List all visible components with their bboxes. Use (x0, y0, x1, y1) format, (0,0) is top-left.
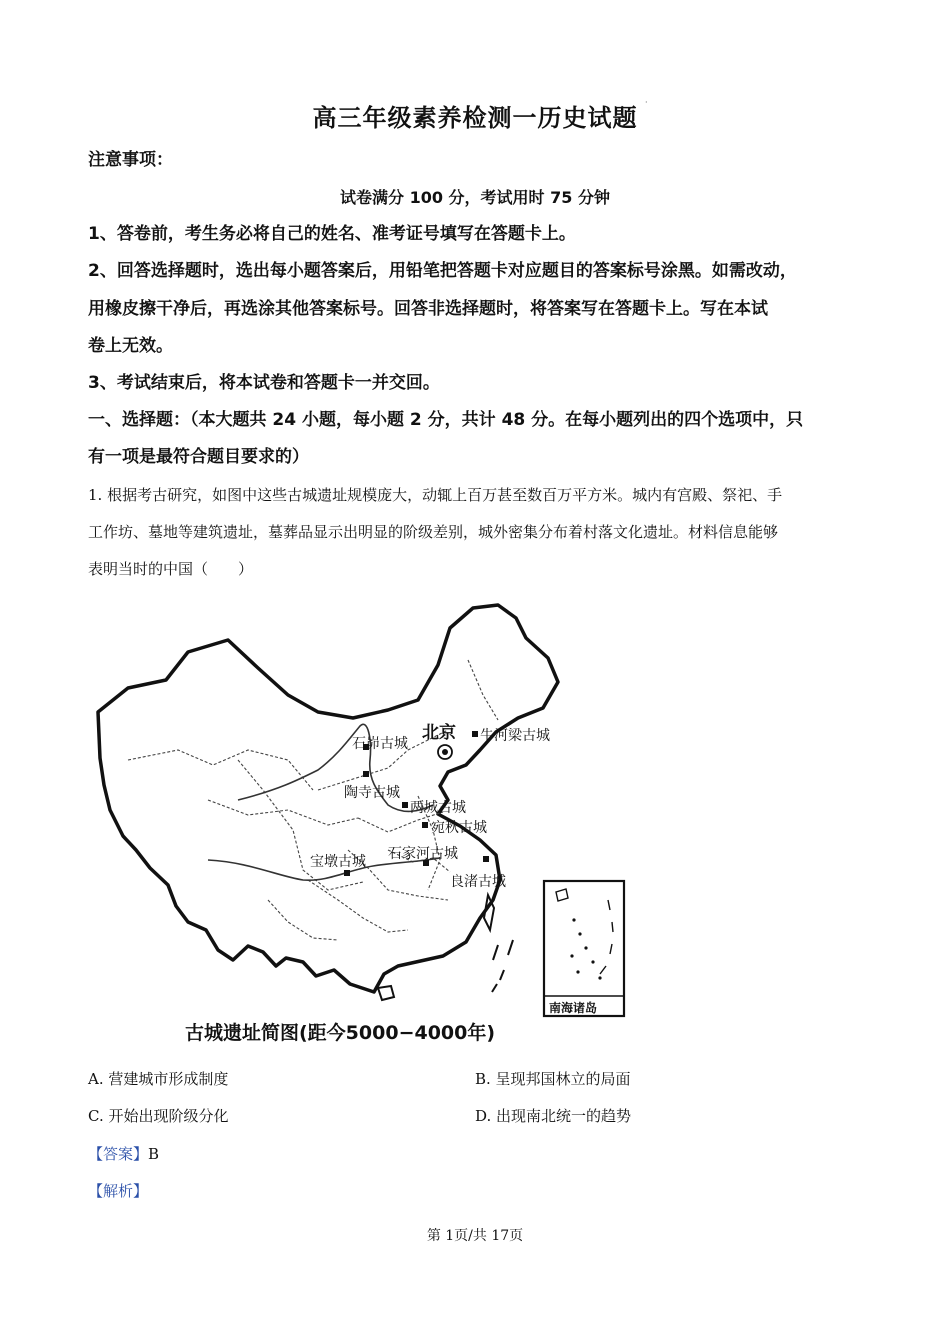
option-c[interactable]: C. 开始出现阶级分化 (88, 1107, 229, 1125)
beijing-dot (442, 749, 448, 755)
map-caption: 古城遗址简图(距今5000−4000年) (185, 1022, 496, 1044)
city-label-5: 宛秋古城 (431, 820, 487, 836)
notice-heading: 注意事项： (88, 150, 173, 170)
sea-boundary (492, 940, 513, 992)
exam-info: 试卷满分 100 分，考试用时 75 分钟 (340, 188, 610, 207)
question-1-line-1: 1. 根据考古研究，如图中这些古城遗址规模庞大，动辄上百万甚至数百万平方米。城内有宫殿、祭祀、手 (88, 486, 783, 504)
city-label-3: 陶寺古城 (344, 785, 400, 801)
option-b[interactable]: B. 呈现邦国林立的局面 (475, 1070, 631, 1088)
notice-item-2-line-2: 用橡皮擦干净后，再选涂其他答案标号。回答非选择题时，将答案写在答题卡上。写在本试 (88, 299, 768, 319)
city-label-2: 牛河梁古城 (480, 728, 550, 744)
city-label-8: 良渚古城 (450, 874, 506, 890)
answer-row (88, 1143, 159, 1164)
section-heading-line-2: 有一项是最符合题目要求的） (88, 447, 309, 467)
page-title: 高三年级素养检测一历史试题 (312, 104, 638, 132)
option-a[interactable]: A. 营建城市形成制度 (88, 1070, 229, 1088)
question-1-line-2: 工作坊、墓地等建筑遗址，墓葬品显示出明显的阶级差别，城外密集分布着村落文化遗址。材料信息能够 (88, 523, 779, 541)
beijing-label: 北京 (422, 723, 456, 743)
option-d[interactable]: D. 出现南北统一的趋势 (475, 1107, 632, 1125)
inset-label: 南海诸岛 (549, 1001, 598, 1015)
notice-item-1: 1、答卷前，考生务必将自己的姓名、准考证号填写在答题卡上。 (88, 224, 576, 244)
answer-label: 【答案】 (88, 1145, 149, 1163)
city-label-7: 石家河古城 (388, 846, 458, 862)
section-heading-line-1: 一、选择题：（本大题共 24 小题，每小题 2 分，共计 48 分。在每小题列出的四个选项中，只 (88, 410, 804, 430)
page-footer: 第 1页/共 17页 (426, 1228, 524, 1244)
notice-item-3: 3、考试结束后，将本试卷和答题卡一并交回。 (88, 373, 440, 393)
answer-value: B (148, 1145, 160, 1163)
china-outline (98, 605, 558, 992)
analysis-label: 【解析】 (88, 1182, 149, 1200)
city-label-6: 宝墩古城 (310, 854, 366, 870)
question-1-line-3: 表明当时的中国（ ） (88, 560, 254, 578)
city-label-1: 石峁古城 (352, 736, 408, 752)
notice-item-2-line-1: 2、回答选择题时，选出每小题答案后，用铅笔把答题卡对应题目的答案标号涂黑。如需改动， (88, 261, 797, 281)
notice-item-2-line-3: 卷上无效。 (88, 336, 173, 356)
ancient-city-map (88, 600, 648, 1055)
hainan-outline (378, 986, 394, 1000)
title-mark: · (645, 98, 648, 107)
city-label-4: 两城古城 (410, 800, 466, 816)
